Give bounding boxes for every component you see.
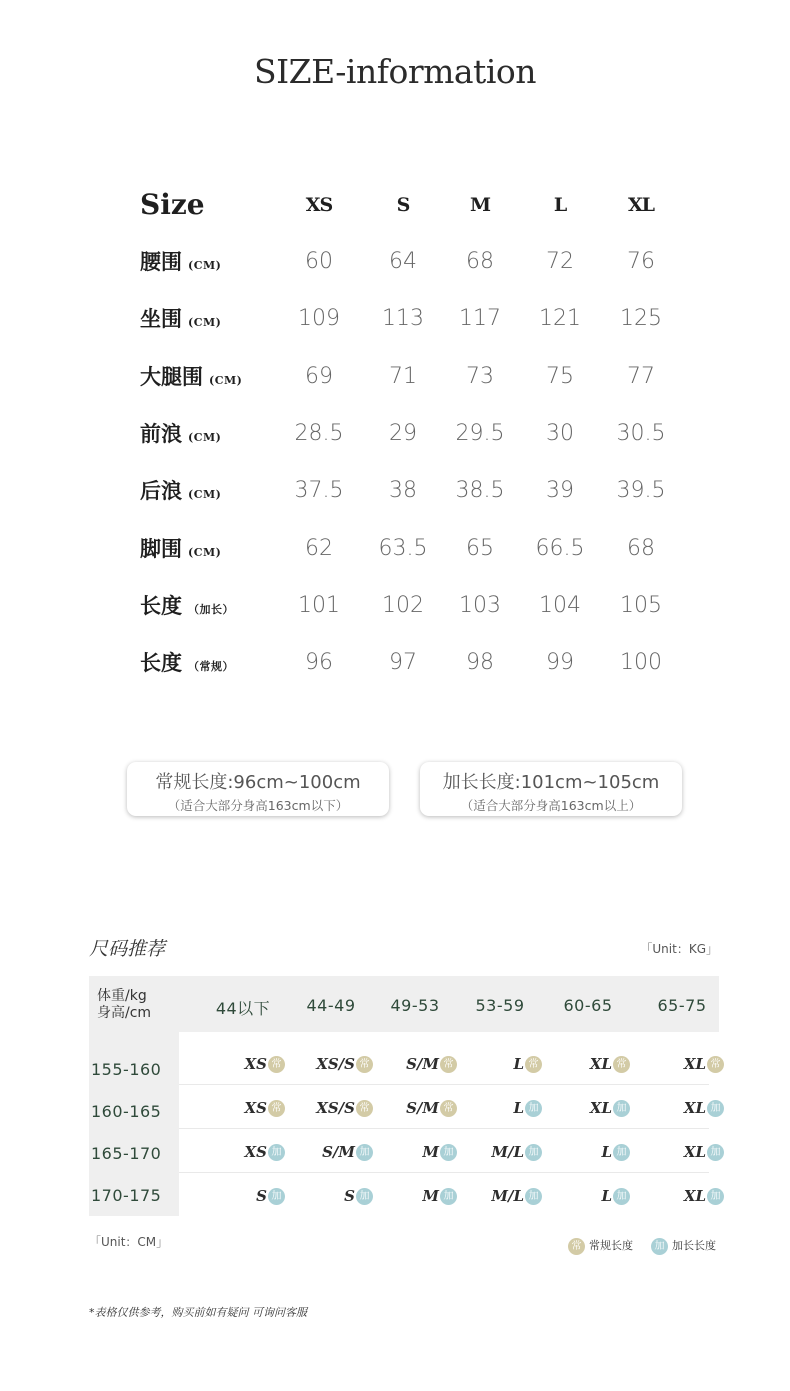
recommended-size-cell — [640, 1142, 724, 1161]
measurement-unit: （加长） — [188, 602, 234, 616]
measurement-value: 104 — [539, 592, 581, 618]
recommended-size-cell — [546, 1186, 630, 1205]
measurement-value: 68 — [627, 535, 655, 561]
page-title: SIZE-information — [254, 52, 536, 91]
measurement-label — [140, 242, 221, 282]
regular-badge-icon: 常 — [440, 1056, 457, 1073]
measurement-value: 73 — [466, 363, 494, 389]
weight-range-header: 49-53 — [390, 996, 440, 1015]
recommended-size-cell — [201, 1098, 285, 1117]
size-header-cell: S — [396, 194, 410, 216]
measurement-value: 75 — [546, 363, 574, 389]
recommended-size-cell — [201, 1186, 285, 1205]
recommended-size: L — [513, 1099, 524, 1117]
measurement-value: 100 — [620, 650, 662, 676]
measurement-label — [140, 471, 221, 511]
measurement-unit: (CM) — [209, 373, 243, 387]
height-range-label: 170-175 — [91, 1186, 162, 1205]
recommended-size-cell — [373, 1186, 457, 1205]
regular-badge-icon: 常 — [356, 1056, 373, 1073]
recommended-size-cell — [546, 1098, 630, 1117]
extended-badge-icon: 加 — [525, 1100, 542, 1117]
measurement-name: 大腿围 — [140, 363, 203, 389]
extended-length-hint: （适合大部分身高163cm以上） — [460, 798, 642, 813]
measurement-value: 97 — [389, 650, 417, 676]
weight-range-header: 44以下 — [215, 999, 271, 1018]
extended-badge-icon: 加 — [268, 1144, 285, 1161]
measurement-value: 98 — [466, 650, 494, 676]
recommended-size-cell — [640, 1098, 724, 1117]
measurement-value: 69 — [305, 363, 333, 389]
height-range-label: 165-170 — [91, 1144, 162, 1163]
weight-range-header: 44-49 — [306, 996, 356, 1015]
size-header-cell: XL — [627, 194, 655, 216]
regular-length-note — [127, 762, 389, 816]
extended-badge-icon: 加 — [651, 1238, 668, 1255]
extended-length-range: 加长长度:101cm~105cm — [442, 772, 660, 793]
measurement-value: 101 — [298, 592, 340, 618]
size-table-row — [0, 357, 790, 397]
recommended-size: XL — [589, 1055, 612, 1073]
legend-regular — [567, 1237, 633, 1255]
measurement-label — [140, 586, 234, 626]
recommended-size: L — [601, 1143, 612, 1161]
measurement-label — [140, 357, 242, 397]
height-axis-label: 身高/cm — [97, 1005, 152, 1021]
measurement-unit: (CM) — [188, 259, 222, 272]
size-table-row — [0, 471, 790, 511]
size-table-row — [0, 529, 790, 569]
measurement-value: 28.5 — [294, 420, 344, 446]
recommended-size-cell — [373, 1142, 457, 1161]
recommended-size-cell — [546, 1142, 630, 1161]
height-unit-label: 「Unit：CM」 — [89, 1235, 169, 1249]
regular-length-hint: （适合大部分身高163cm以下） — [167, 798, 349, 813]
recommended-size-cell — [289, 1098, 373, 1117]
recommended-size: M/L — [491, 1143, 524, 1161]
measurement-value: 105 — [620, 592, 662, 618]
recommended-size-cell — [373, 1054, 457, 1073]
measurement-value: 30 — [546, 420, 574, 446]
regular-badge-icon: 常 — [568, 1238, 585, 1255]
measurement-value: 72 — [546, 249, 574, 274]
recommended-size-cell — [546, 1054, 630, 1073]
footnote: *表格仅供参考，购买前如有疑问 可询问客服 — [89, 1306, 307, 1319]
measurement-value: 103 — [459, 592, 501, 618]
size-table-row — [0, 586, 790, 626]
measurement-name: 前浪 — [140, 420, 182, 446]
row-divider — [179, 1172, 709, 1173]
recommended-size: XS — [244, 1099, 267, 1117]
row-divider — [179, 1084, 709, 1085]
regular-length-range: 常规长度:96cm~100cm — [155, 772, 361, 793]
recommended-size-cell — [289, 1054, 373, 1073]
measurement-value: 39 — [546, 478, 574, 504]
measurement-value: 65 — [466, 535, 494, 561]
size-header-label: Size — [140, 188, 205, 221]
extended-badge-icon: 加 — [707, 1188, 724, 1205]
measurement-value: 125 — [620, 306, 662, 332]
measurement-value: 99 — [546, 650, 574, 676]
measurement-value: 102 — [382, 592, 424, 618]
extended-badge-icon: 加 — [613, 1188, 630, 1205]
measurement-unit: (CM) — [188, 488, 222, 502]
recommend-axis-label — [97, 988, 151, 1022]
measurement-value: 71 — [389, 363, 417, 389]
measurement-value: 39.5 — [616, 478, 666, 504]
measurement-name: 长度 — [140, 650, 182, 676]
size-table-header — [0, 185, 790, 225]
measurement-label — [140, 529, 221, 569]
measurement-unit: (CM) — [188, 316, 222, 330]
measurement-name: 长度 — [140, 592, 182, 618]
recommended-size: L — [513, 1055, 524, 1073]
measurement-value: 62 — [305, 535, 333, 561]
recommended-size-cell — [289, 1142, 373, 1161]
measurement-label — [140, 414, 221, 454]
measurement-value: 66.5 — [535, 535, 585, 561]
extended-badge-icon: 加 — [613, 1100, 630, 1117]
recommended-size-cell — [201, 1142, 285, 1161]
size-table-row — [0, 299, 790, 339]
measurement-value: 64 — [389, 249, 417, 274]
weight-range-header: 53-59 — [475, 996, 525, 1015]
measurement-value: 29 — [389, 420, 417, 446]
measurement-value: 29.5 — [455, 420, 505, 446]
size-header-cell: XS — [305, 194, 333, 216]
row-divider — [179, 1128, 709, 1129]
recommended-size: M — [422, 1143, 439, 1161]
extended-badge-icon: 加 — [525, 1188, 542, 1205]
recommended-size: M/L — [491, 1187, 524, 1205]
measurement-value: 38 — [389, 478, 417, 504]
measurement-value: 117 — [459, 306, 501, 332]
recommended-size: S/M — [322, 1143, 355, 1161]
recommended-size: S/M — [406, 1055, 439, 1073]
extended-badge-icon: 加 — [707, 1144, 724, 1161]
weight-unit-label: 「Unit：KG」 — [640, 942, 718, 956]
recommended-size-cell — [458, 1098, 542, 1117]
recommend-title: 尺码推荐 — [89, 938, 166, 960]
weight-axis-label: 体重/kg — [97, 988, 147, 1004]
extended-badge-icon: 加 — [440, 1144, 457, 1161]
regular-badge-icon: 常 — [268, 1100, 285, 1117]
measurement-unit: (CM) — [188, 430, 222, 444]
recommended-size: M — [422, 1187, 439, 1205]
recommended-size: XL — [683, 1055, 706, 1073]
extended-badge-icon: 加 — [440, 1188, 457, 1205]
recommended-size: XS/S — [316, 1099, 355, 1117]
recommended-size-cell — [201, 1054, 285, 1073]
weight-range-header: 65-75 — [657, 996, 707, 1015]
extended-badge-icon: 加 — [613, 1144, 630, 1161]
legend-extended — [650, 1237, 716, 1255]
size-header-cell: M — [469, 194, 491, 216]
recommended-size: XS/S — [316, 1055, 355, 1073]
legend-label: 常规长度 — [589, 1239, 633, 1252]
measurement-value: 109 — [298, 306, 340, 332]
recommended-size-cell — [373, 1098, 457, 1117]
recommended-size-cell — [640, 1186, 724, 1205]
recommended-size: S — [344, 1187, 355, 1205]
measurement-value: 37.5 — [294, 478, 344, 504]
regular-badge-icon: 常 — [268, 1056, 285, 1073]
recommended-size: S — [256, 1187, 267, 1205]
extended-badge-icon: 加 — [268, 1188, 285, 1205]
recommended-size-cell — [458, 1054, 542, 1073]
measurement-value: 77 — [627, 363, 655, 389]
measurement-value: 30.5 — [616, 420, 666, 446]
recommended-size-cell — [289, 1186, 373, 1205]
measurement-value: 113 — [382, 306, 424, 332]
recommended-size-cell — [458, 1142, 542, 1161]
recommended-size-cell — [640, 1054, 724, 1073]
measurement-label — [140, 643, 234, 683]
height-range-label: 155-160 — [91, 1060, 162, 1079]
recommended-size: XS — [244, 1143, 267, 1161]
recommended-size: XL — [589, 1099, 612, 1117]
recommended-size: S/M — [406, 1099, 439, 1117]
extended-length-note — [420, 762, 682, 816]
regular-badge-icon: 常 — [440, 1100, 457, 1117]
weight-range-header: 60-65 — [563, 996, 613, 1015]
recommended-size-cell — [458, 1186, 542, 1205]
measurement-unit: （常规） — [188, 660, 234, 674]
size-header-cell: L — [553, 194, 567, 216]
measurement-name: 坐围 — [140, 306, 182, 332]
measurement-value: 68 — [466, 249, 494, 274]
measurement-name: 后浪 — [140, 478, 182, 504]
regular-badge-icon: 常 — [707, 1056, 724, 1073]
measurement-value: 38.5 — [455, 478, 505, 504]
regular-badge-icon: 常 — [525, 1056, 542, 1073]
size-table-row — [0, 414, 790, 454]
regular-badge-icon: 常 — [613, 1056, 630, 1073]
measurement-name: 脚围 — [140, 535, 182, 561]
measurement-name: 腰围 — [140, 249, 182, 274]
recommended-size: XL — [683, 1187, 706, 1205]
recommended-size: XL — [683, 1099, 706, 1117]
height-range-label: 160-165 — [91, 1102, 162, 1121]
measurement-unit: (CM) — [188, 545, 222, 559]
recommended-size: XS — [244, 1055, 267, 1073]
measurement-value: 76 — [627, 249, 655, 274]
extended-badge-icon: 加 — [356, 1188, 373, 1205]
recommended-size: L — [601, 1187, 612, 1205]
extended-badge-icon: 加 — [356, 1144, 373, 1161]
legend-label: 加长长度 — [672, 1239, 716, 1252]
size-table-row — [0, 643, 790, 683]
recommended-size: XL — [683, 1143, 706, 1161]
measurement-label — [140, 299, 221, 339]
extended-badge-icon: 加 — [707, 1100, 724, 1117]
regular-badge-icon: 常 — [356, 1100, 373, 1117]
measurement-value: 121 — [539, 306, 581, 332]
size-table-row — [0, 242, 790, 282]
measurement-value: 63.5 — [378, 535, 428, 561]
measurement-value: 96 — [305, 650, 333, 676]
measurement-value: 60 — [305, 249, 333, 274]
extended-badge-icon: 加 — [525, 1144, 542, 1161]
